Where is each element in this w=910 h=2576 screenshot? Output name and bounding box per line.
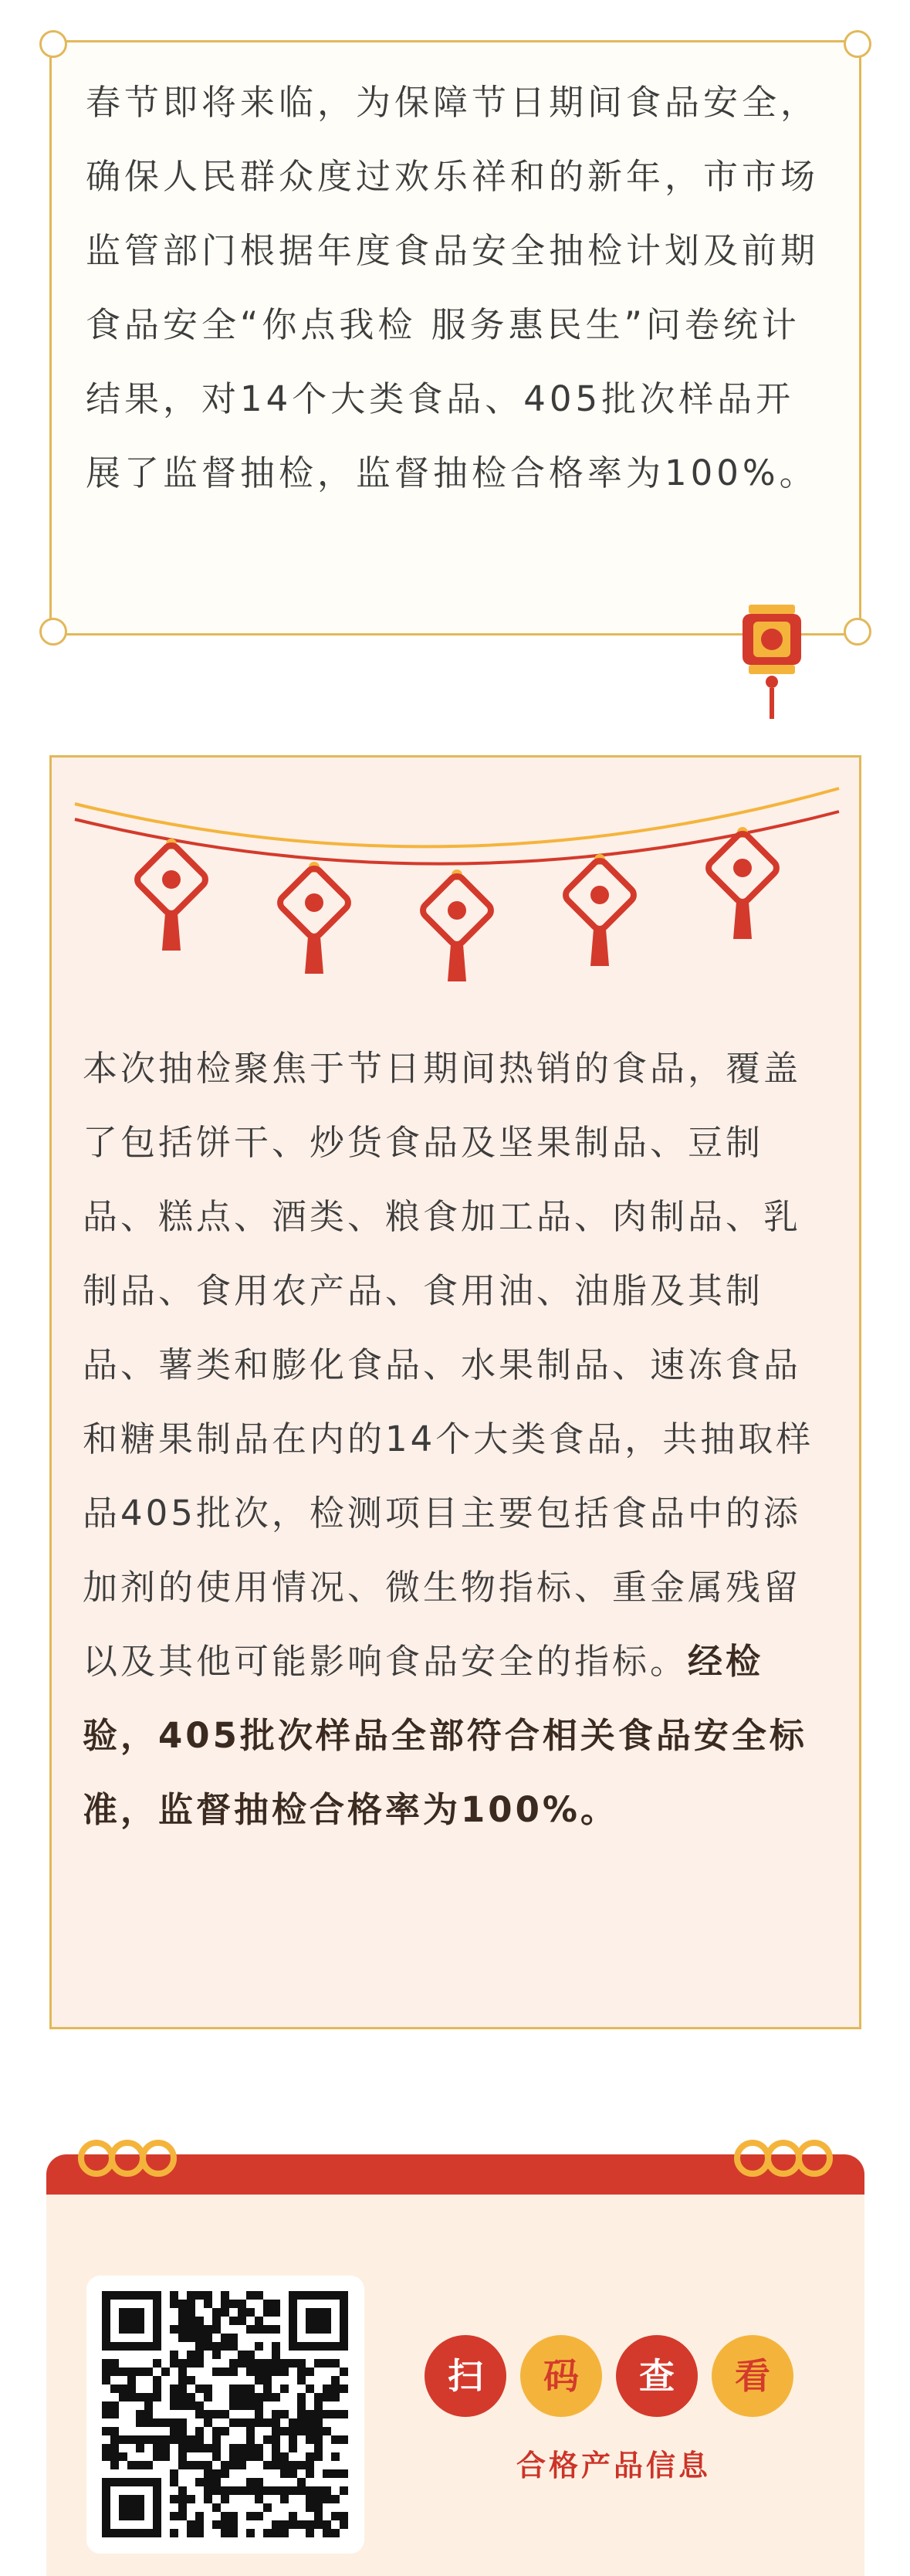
chinese-knot-icon [420,869,494,981]
detail-conclusion: 经检验，405批次样品全部符合相关食品安全标准，监督抽检合格率为100%。 [83,1641,807,1830]
scan-caption: 合格产品信息 [516,2449,711,2483]
chinese-knot-icon [134,839,208,951]
chinese-knot-icon [277,862,351,974]
scan-char: 码 [520,2335,602,2417]
ring-binding-icon [77,2131,178,2185]
scan-card-body [46,2195,864,2576]
scan-title-row [425,2335,857,2420]
ring-binding-icon [733,2131,834,2185]
corner-ornament [39,30,67,58]
scan-char: 扫 [425,2335,506,2417]
detail-paragraph [83,1032,831,1847]
chinese-knot-icon [705,827,780,939]
corner-ornament [39,618,67,646]
corner-ornament [844,618,871,646]
scan-card [46,2154,864,2576]
scan-char: 查 [616,2335,698,2417]
lantern-icon [739,605,804,720]
corner-ornament [844,30,871,58]
intro-card [49,40,861,636]
intro-paragraph: 春节即将来临，为保障节日期间食品安全，确保人民群众度过欢乐祥和的新年，市市场监管部门根据年度食品安全抽检计划及前期食品安全“你点我检 服务惠民生”问卷统计结果，对14个大类食品、405批次样品开展了监督抽检，监督抽检合格率为100%。 [86,82,820,493]
detail-text: 本次抽检聚焦于节日期间热销的食品，覆盖了包括饼干、炒货食品及坚果制品、豆制品、糕点、酒类、粮食加工品、肉制品、乳制品、食用农产品、食用油、油脂及其制品、薯类和膨化食品、水果制品、速冻食品和糖果制品在内的14个大类食品，共抽取样品405批次，检测项目主要包括食品中的添加剂的使用情况、微生物指标、重金属残留以及其他可能影响食品安全的指标。 [83,1048,814,1682]
qr-code[interactable] [86,2276,364,2554]
chinese-knot-garland [52,758,859,1035]
chinese-knot-icon [563,854,637,966]
qr-code-image [86,2276,364,2554]
detail-card [49,755,861,2029]
scan-char: 看 [712,2335,793,2417]
